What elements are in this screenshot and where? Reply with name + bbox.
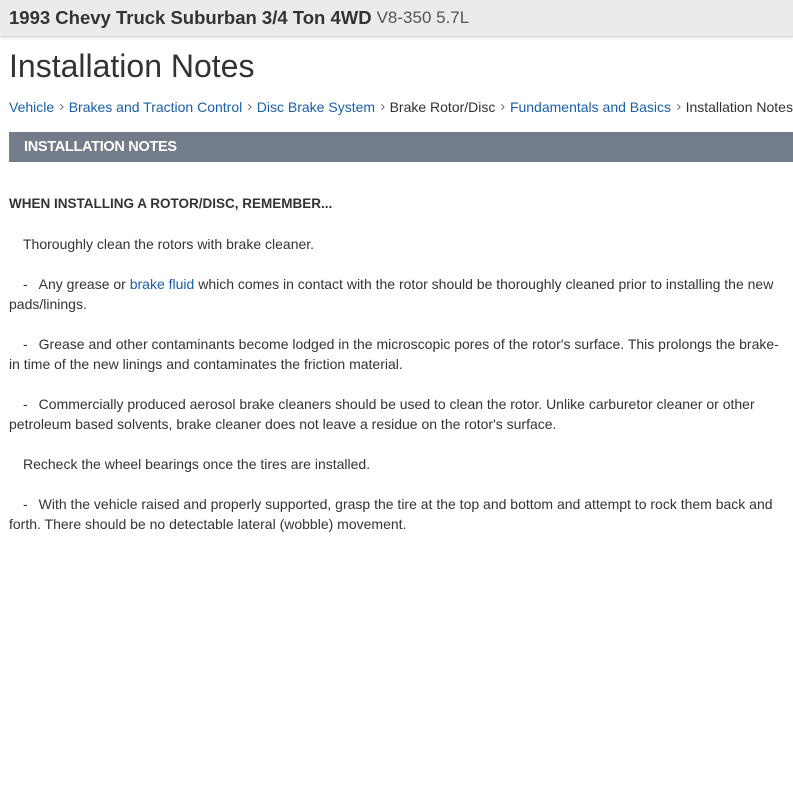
paragraph-text: which comes in contact with the rotor should be thoroughly cleaned prior to installing the new pads/linings. [9, 276, 774, 312]
chevron-right-icon [499, 100, 507, 114]
dash-marker: - [23, 496, 28, 512]
dash-marker: - [23, 396, 28, 412]
article-content [9, 194, 783, 534]
dash-marker: - [23, 336, 28, 352]
lead-heading: WHEN INSTALLING A ROTOR/DISC, REMEMBER... [9, 196, 333, 211]
paragraph-text: Thoroughly clean the rotors with brake cleaner. [23, 236, 315, 252]
chevron-right-icon [379, 100, 387, 114]
dash-marker: - [23, 276, 28, 292]
paragraph-text: With the vehicle raised and properly supported, grasp the tire at the top and bottom and attempt to rock them back and forth. There should be no detectable lateral (wobble) movement. [9, 496, 773, 532]
brake-fluid-link[interactable]: brake fluid [129, 276, 195, 292]
paragraph-wobble-check [9, 494, 783, 534]
section-header-label: INSTALLATION NOTES [24, 139, 177, 155]
section-header [9, 132, 793, 162]
paragraph-text: Any grease or [38, 276, 130, 292]
paragraph-text: Recheck the wheel bearings once the tires are installed. [23, 456, 371, 472]
paragraph-text: Grease and other contaminants become lodged in the microscopic pores of the rotor's surface. This prolongs the brake-in time of the new linings and contaminates the friction material. [9, 336, 779, 372]
page-title: Installation Notes [9, 48, 255, 84]
paragraph-text: Commercially produced aerosol brake cleaners should be used to clean the rotor. Unlike carburetor cleaner or other petroleum based solvents, brake cleaner does not leave a residue on the rotor's surface. [9, 396, 755, 432]
breadcrumb-item-brakes[interactable]: Brakes and Traction Control [68, 99, 243, 115]
paragraph-contaminants [9, 334, 783, 374]
chevron-right-icon [675, 100, 683, 114]
vehicle-title: 1993 Chevy Truck Suburban 3/4 Ton 4WD [9, 7, 372, 28]
breadcrumb-item-fundamentals[interactable]: Fundamentals and Basics [509, 99, 672, 115]
breadcrumb [9, 97, 793, 117]
chevron-right-icon [58, 100, 66, 114]
breadcrumb-item-current: Installation Notes [685, 99, 793, 115]
vehicle-header-bar [0, 0, 793, 37]
paragraph-recheck-bearings [9, 454, 783, 474]
paragraph-aerosol-cleaners [9, 394, 783, 434]
breadcrumb-item-vehicle[interactable]: Vehicle [9, 99, 55, 115]
chevron-right-icon [246, 100, 254, 114]
paragraph-clean-rotors [9, 234, 783, 254]
breadcrumb-item-brake-rotor: Brake Rotor/Disc [389, 99, 496, 115]
breadcrumb-item-disc-brake-system[interactable]: Disc Brake System [256, 99, 376, 115]
vehicle-engine: V8-350 5.7L [376, 8, 470, 27]
paragraph-grease-fluid [9, 274, 783, 314]
